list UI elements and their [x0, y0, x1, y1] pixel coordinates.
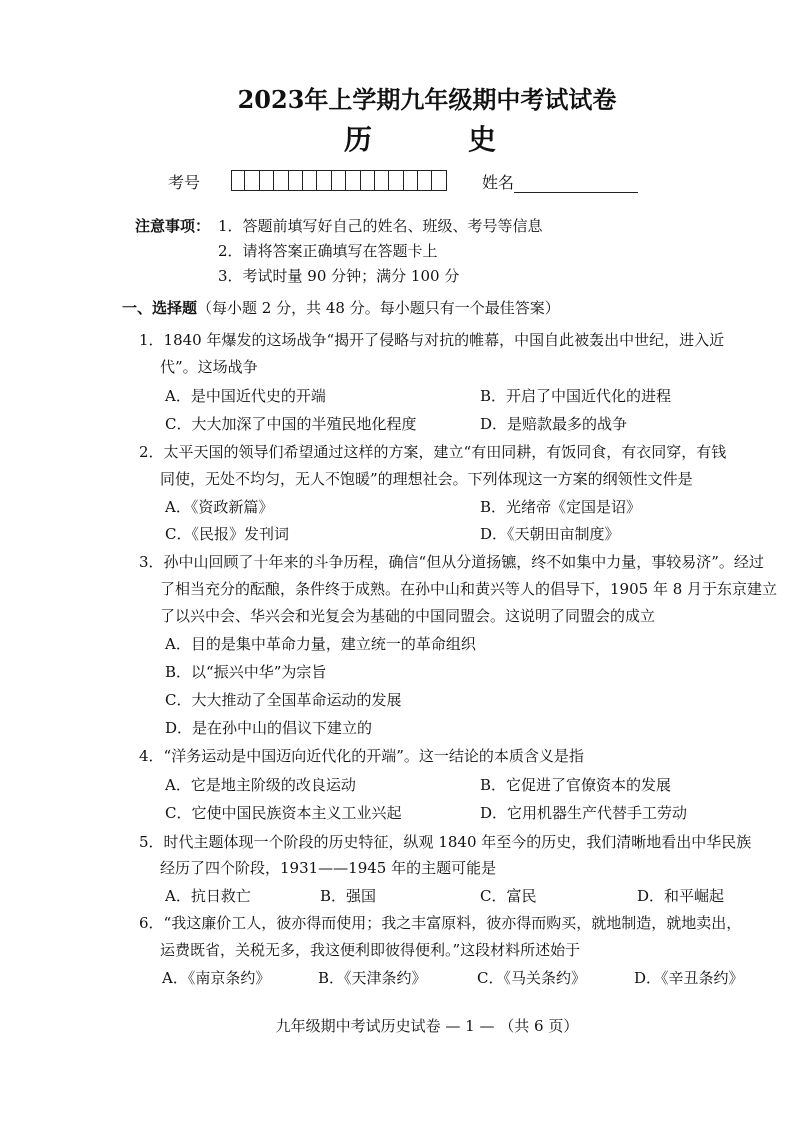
name-label: 姓名	[482, 173, 515, 192]
name-underline	[514, 176, 638, 193]
option-d: D．《辛丑条约》	[634, 969, 744, 987]
notice-item: 3．考试时量 90 分钟；满分 100 分	[218, 267, 460, 285]
question-6-stem: 6．“我这廉价工人，彼亦得而使用；我之丰富原料，彼亦得而购买，就地制造，就地卖出，	[139, 914, 742, 932]
subject-title: 历 史	[343, 123, 530, 156]
option-b: B．强国	[320, 887, 377, 905]
option-a: A．目的是集中革命力量，建立统一的革命组织	[165, 635, 476, 653]
notice-item: 1．答题前填写好自己的姓名、班级、考号等信息	[218, 217, 543, 235]
option-d: D．是在孙中山的倡议下建立的	[165, 719, 373, 737]
section-heading	[122, 298, 560, 318]
question-1-stem: 代”。这场战争	[160, 358, 258, 376]
exam-number-label: 考号	[168, 173, 201, 192]
option-d: D．和平崛起	[637, 887, 725, 905]
option-c: C．大大加深了中国的半殖民地化程度	[165, 415, 417, 433]
question-4-stem: 4．“洋务运动是中国迈向近代化的开端”。这一结论的本质含义是指	[139, 747, 584, 765]
option-b: B．它促进了官僚资本的发展	[480, 776, 672, 794]
question-3-stem: 了以兴中会、华兴会和光复会为基础的中国同盟会。这说明了同盟会的成立	[160, 607, 656, 625]
question-1-stem: 1．1840 年爆发的这场战争“揭开了侵略与对抗的帷幕，中国自此被轰出中世纪，进入近	[139, 331, 725, 349]
option-c: C．《民报》发刊词	[165, 525, 289, 543]
name-field[interactable]	[482, 173, 638, 193]
question-5-stem: 经历了四个阶段，1931——1945 年的主题可能是	[160, 859, 497, 877]
option-b: B．开启了中国近代化的进程	[480, 387, 672, 405]
notice-item: 2．请将答案正确填写在答题卡上	[218, 242, 438, 260]
option-d: D．是赔款最多的战争	[480, 415, 628, 433]
section-title: 一、选择题	[122, 299, 198, 317]
option-c: C．大大推动了全国革命运动的发展	[165, 691, 402, 709]
section-desc: （每小题 2 分，共 48 分。每小题只有一个最佳答案）	[197, 299, 560, 317]
question-3-stem: 3．孙中山回顾了十年来的斗争历程，确信“但从分道扬镳，终不如集中力量，事较易济”。经过	[139, 553, 764, 571]
option-a: A．《南京条约》	[162, 969, 271, 987]
page-footer: 九年级期中考试历史试卷 — 1 — （共 6 页）	[275, 1017, 579, 1035]
notice-label: 注意事项：	[135, 217, 211, 235]
option-b: B．光绪帝《定国是诏》	[480, 498, 642, 516]
option-d: D．《天朝田亩制度》	[480, 525, 620, 543]
exam-number-boxes[interactable]	[231, 170, 447, 191]
question-6-stem: 运费既省，关税无多，我这便利即彼得便利。”这段材料所述始于	[160, 941, 581, 959]
option-c: C．它使中国民族资本主义工业兴起	[165, 804, 402, 822]
option-b: B．《天津条约》	[318, 969, 427, 987]
option-a: A．它是地主阶级的改良运动	[165, 776, 356, 794]
option-a: A．抗日救亡	[165, 887, 251, 905]
question-3-stem: 了相当充分的酝酿，条件终于成熟。在孙中山和黄兴等人的倡导下，1905 年 8 月于东京建立	[160, 580, 778, 598]
exam-title: 2023年上学期九年级期中考试试卷	[237, 85, 617, 114]
option-a: A．《资政新篇》	[165, 498, 274, 516]
option-c: C．富民	[480, 887, 537, 905]
option-c: C．《马关条约》	[477, 969, 586, 987]
question-2-stem: 同使，无处不均匀，无人不饱暖”的理想社会。下列体现这一方案的纲领性文件是	[160, 470, 693, 488]
option-a: A．是中国近代史的开端	[165, 387, 326, 405]
option-b: B．以“振兴中华”为宗旨	[165, 663, 327, 681]
option-d: D．它用机器生产代替手工劳动	[480, 804, 688, 822]
question-2-stem: 2．太平天国的领导们希望通过这样的方案，建立“有田同耕，有饭同食，有衣同穿，有钱	[139, 443, 727, 461]
question-5-stem: 5．时代主题体现一个阶段的历史特征，纵观 1840 年至今的历史，我们清晰地看出中华民族	[139, 833, 752, 851]
